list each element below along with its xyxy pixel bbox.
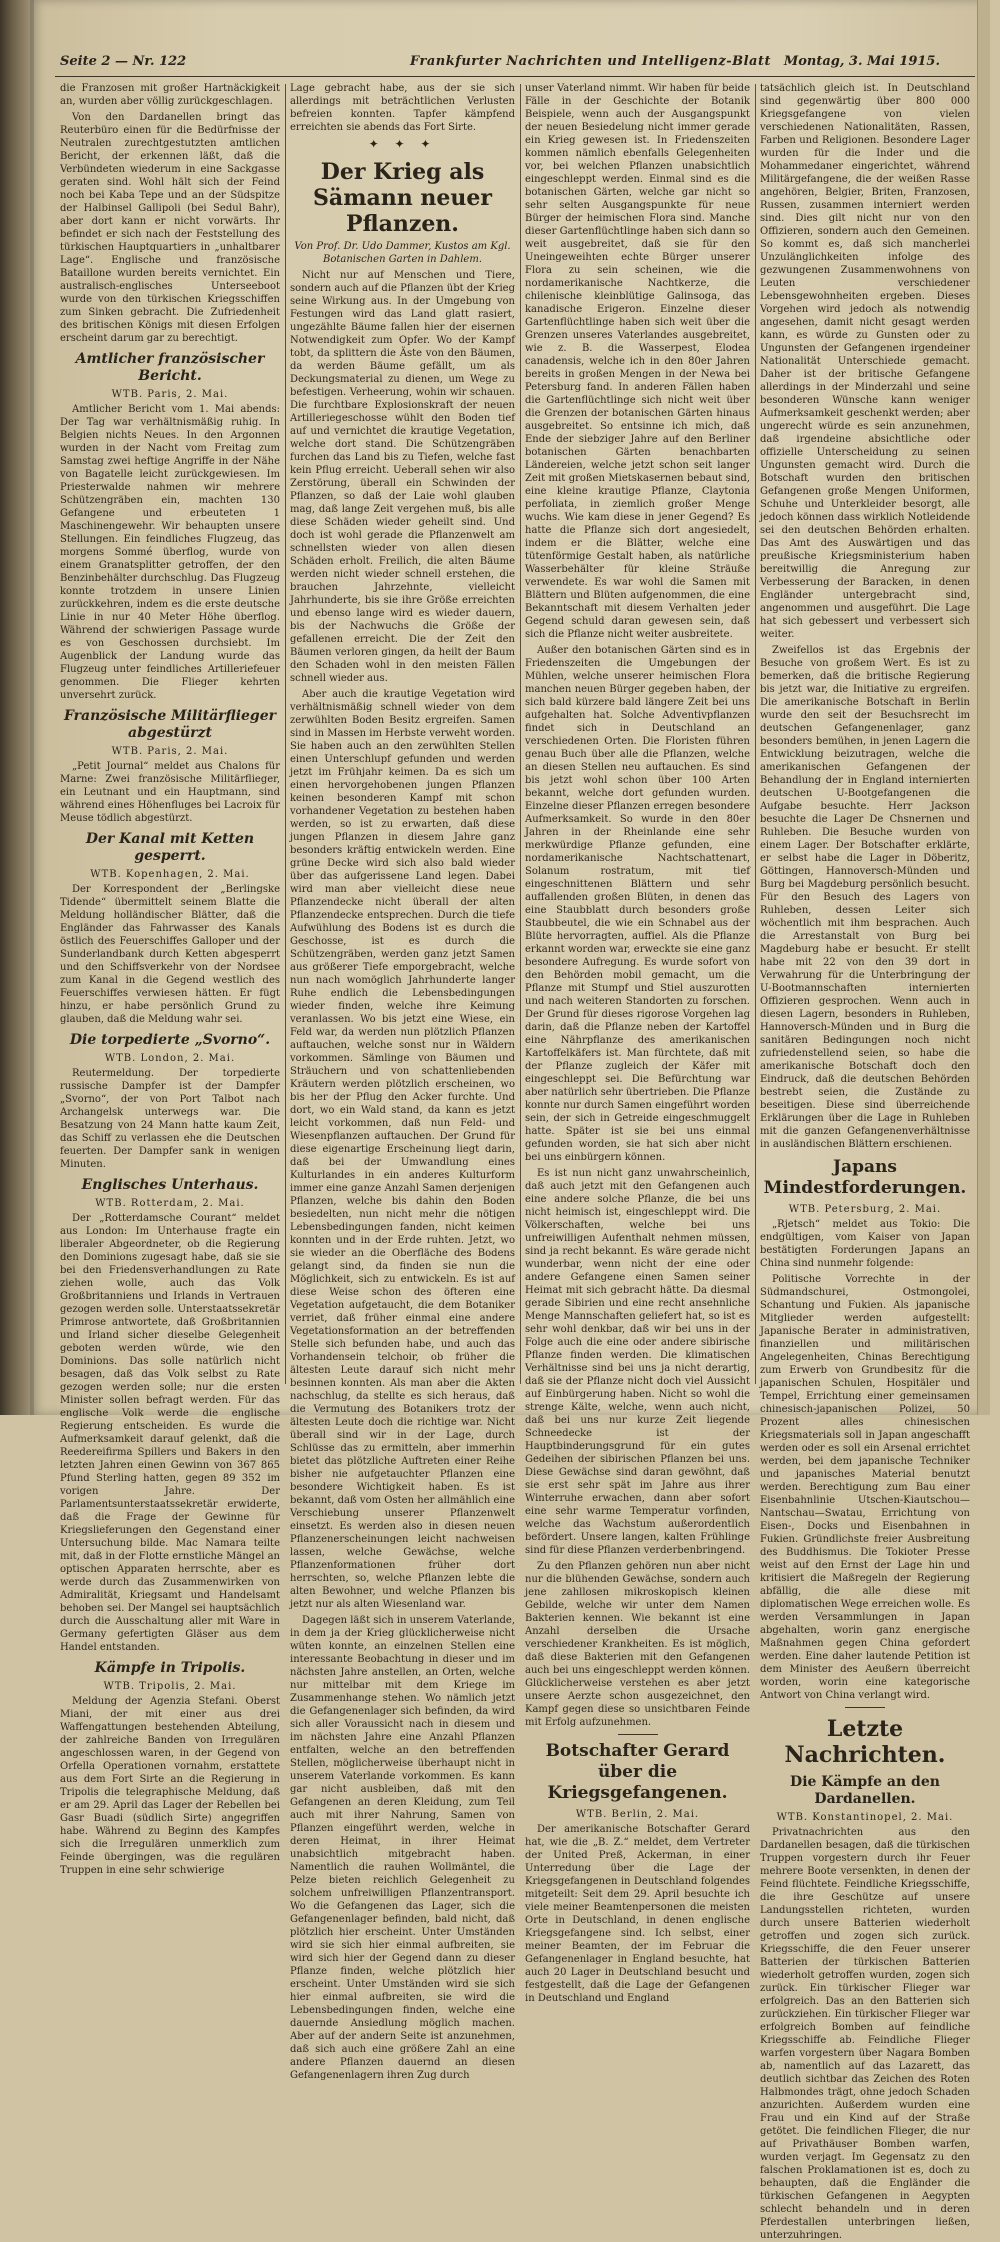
headline: Französische Militärflieger abgestürzt bbox=[63, 708, 277, 741]
page-fold-shadow bbox=[30, 0, 34, 1415]
article-text: unser Vaterland nimmt. Wir haben für beide Fälle in der Geschichte der Botanik Beispiele, wenn auch der Ausgangspunkt der neuen Besiedelung nicht immer gerade ein Krieg gewesen ist. In Friedenszeiten kommen nämlich ebenfalls Gelegenheiten vor, bei welchen Pflanzen unabsichtlich eingeschleppt werden. Einmal sind es die botanischen Gärten, welche gar nicht so sehr selten Ausgangspunkte für neue Bürger der heimischen Flora sind. Manche dieser Gartenflüchtlinge haben sich dann so weit ausgebreitet, daß sie für den Uneingeweihten echte Bürger unserer Flora zu sein scheinen, wie die nordamerikanische Nachtkerze, die chilenische kleinblütige Galinsoga, das kanadische Erigeron. Einzelne dieser Gartenflüchtlinge haben sich weit über die Grenzen unseres Vaterlandes ausgebreitet, wie z. B. die Wasserpest, Elodea canadensis, welche ich in den 80er Jahren bereits in großen Mengen in der Newa bei Petersburg fand. In anderen Fällen haben die Gartenflüchtlinge sich nicht weit über die Grenzen der botanischen Gärten hinaus ausgebreitet. So entsinne ich mich, daß Ende der siebziger Jahre auf den Berliner botanischen Gärten benachbarten Ländereien, welche jetzt schon seit langer Zeit mit großen Mietskasernen bebaut sind, eine kleine krautige Pflanze, Claytonia perfoliata, in ziemlich großer Menge wuchs. Wie kam diese in jener Gegend? Es hatte die Pflanze sich dort angesiedelt, indem er die Blätter, welche eine tütenförmige Gestalt haben, als natürliche Wasserbehälter für kleine Sträuße verwendete. Es war wohl die Samen mit Blättern und Blüten aufgenommen, die eine Bekanntschaft mit diesem Verhalten jeder Gegend schuld daran gewesen sein, daß sich die Pflanze nicht weiter ausbreitete. bbox=[525, 83, 750, 640]
article-text: Der Korrespondent der „Berlingske Tidende“ übermittelt seinem Blatte die Meldung holländischer Blätter, daß die Engländer das Fahrwasser des Kanals östlich des Feuerschiffes Galloper und der Sunderlandbank durch Ketten abgesperrt und den Schiffsverkehr von der Nordsee zum Kanal in die Gegend westlich des Feuerschiffes verwiesen hätten. Er fügt hinzu, er habe persönlich Grund zu glauben, daß die Meldung wahr sei. bbox=[60, 884, 280, 1025]
dateline: WTB. Paris, 2. Mai. bbox=[111, 746, 229, 757]
dateline: WTB. Petersburg, 2. Mai. bbox=[788, 1204, 942, 1215]
article-text: Es ist nun nicht ganz unwahrscheinlich, daß auch jetzt mit den Gefangenen auch eine andere solche Pflanze, die bei uns nicht heimisch ist, eingeschleppt wird. Die Völkerschaften, welche bei uns unfreiwilligen Aufenthalt nehmen müssen, sind ja recht bekannt. Es wäre gerade nicht wunderbar, wenn nicht der eine oder andere Gefangene einen Samen seiner Heimat mit sich gebracht hätte. Da diesmal gerade Sibirien und eine recht ansehnliche Menge Mannschaften geliefert hat, so ist es sehr wohl denkbar, daß wir bei uns in der Folge auch die eine oder andere sibirische Pflanze finden werden. Die klimatischen Verhältnisse sind bei uns ja nicht derartig, daß sie der Pflanze nicht doch viel Aussicht auf Einbürgerung haben. Nicht so wohl die strenge Kälte, welche, wenn auch nicht, daß bei uns nur kurze Zeit liegende Schneedecke ist der Hauptbinderungsgrund für ein gutes Gedeihen der sibirischen Pflanzen bei uns. Diese Gewächse sind daran gewöhnt, daß sie erst sehr spät im Jahre aus ihrer Winterruhe erwachen, dann aber sofort eine sehr warme Temperatur vorfinden, welche das Wachstum außerordentlich befördert. Unsere langen, kalten Frühlinge sind für diese Pflanzen verderbenbringend. bbox=[525, 1168, 750, 1556]
dateline: WTB. Paris, 2. Mai. bbox=[111, 389, 229, 400]
section-ornament: ✦ ✦ ✦ bbox=[368, 137, 437, 151]
dateline: WTB. Konstantinopel, 2. Mai. bbox=[776, 1812, 954, 1823]
article-text: Dagegen läßt sich in unserem Vaterlande, in dem ja der Krieg glücklicherweise nicht wüten konnte, an einzelnen Stellen eine interessante Beobachtung in dieser und im nächsten Jahre anstellen, an Orten, welche nur mittelbar mit dem Kriege im Zusammenhange stehen. Wo nämlich jetzt die Gefangenenlager sich befinden, da wird sich aller Voraussicht nach in diesem und im nächsten Jahre eine Anzahl Pflanzen entfalten, welche an den betreffenden Stellen, möglicherweise überhaupt nicht in unserem Vaterlande vorkommen. Es kann gar nicht ausbleiben, daß mit den Gefangenen an deren Kleidung, zum Teil auch mit ihrer Nahrung, Samen von Pflanzen eingeführt werden, welche in deren Heimat, in ihrer Heimat unabsichtlich mitgebracht haben. Namentlich die rauhen Wollmäntel, die Pelze bieten reichlich Gelegenheit zu solchem unfreiwilligen Pflanzentransport. Wo die Gefangenen das Lager, sich die Gefangenenlager befinden, bald nicht, daß plötzlich hier erscheint. Unter Umständen wird sie sich hier einmal aufbreiten, sie wird sich hier der Gegend dann zu dieser Pflanze finden, welche plötzlich hier erscheint. Unter Umständen wird sie sich hier einmal aufbreiten, sie wird die Lebensbedingungen finden, welche eine dauernde Ansiedlung möglich machen. Aber auf der andern Seite ist anzunehmen, daß sich auch eine größere Zahl an eine andere Pflanzen dauernd an diesen Gefangenenlagern ihren Zug durch bbox=[290, 1615, 516, 2081]
article-text: Zu den Pflanzen gehören nun aber nicht nur die blühenden Gewächse, sondern auch jene zahllosen mikroskopisch kleinen Gebilde, welche wir unter dem Namen Bakterien kennen. Wie bekannt ist eine Anzahl derselben die Ursache verschiedener Krankheiten. Es ist möglich, daß diese Bakterien mit den Gefangenen auch bei uns eingeschleppt werden können. Glücklicherweise verstehen es aber jetzt unsere Aerzte schon ausgezeichnet, den Kampf gegen diese so unsichtbaren Feinde mit Erfolg aufzunehmen. bbox=[525, 1561, 750, 1728]
dateline: WTB. London, 2. Mai. bbox=[104, 1053, 236, 1064]
header-rule bbox=[55, 76, 975, 77]
column-3 bbox=[525, 82, 750, 2004]
masthead-title: Frankfurter Nachrichten und Intelligenz-Blatt bbox=[410, 54, 771, 69]
article-text: „Rjetsch“ meldet aus Tokio: Die endgültigen, vom Kaiser von Japan bestätigten Forderungen Japans an China sind nunmehr folgende: bbox=[760, 1219, 970, 1269]
page-header bbox=[50, 52, 970, 74]
article-text: Amtlicher Bericht vom 1. Mai abends: Der Tag war verhältnismäßig ruhig. In Belgien nichts Neues. In den Argonnen wurden in der Nacht vom Freitag zum Samstag zwei heftige Angriffe in der Nähe von Bagatelle leicht zurückgewiesen. Im Priesterwalde nahmen wir mehrere Schützengräben ein, machten 130 Gefangene und erbeuteten 1 Maschinengewehr. Wir behaupten unsere Stellungen. Ein feindliches Flugzeug, das morgens Sommé überflog, wurde von einem Granatsplitter getroffen, der den Benzinbehälter durchschlug. Das Flugzeug konnte trotzdem in unsere Linien zurückkehren, indem es die erste deutsche Linie in nur 40 Meter Höhe überflog. Während der schwierigen Passage wurde es von Geschossen durchsiebt. Im Augenblick der Landung wurde das Flugzeug unter feindliches Artilleriefeuer genommen. Die Flieger kehrten unversehrt zurück. bbox=[60, 404, 280, 701]
article-text: Reutermeldung. Der torpedierte russische Dampfer ist der Dampfer „Svorno“, der von Port Talbot nach Archangelsk unterwegs war. Die Besatzung von 24 Mann hatte kaum Zeit, das Schiff zu verlassen ehe die Deutschen feuerten. Der Dampfer sank in wenigen Minuten. bbox=[60, 1068, 280, 1170]
headline: Die Kämpfe an den Dardanellen. bbox=[790, 1774, 940, 1807]
headline: Amtlicher französischer Bericht. bbox=[75, 351, 265, 384]
next-page-edge bbox=[977, 0, 990, 1415]
article-text: Außer den botanischen Gärten sind es in Friedenszeiten die Umgebungen der Mühlen, welche unserer heimischen Flora manchen neuen Bürger gegeben haben, der sich bald kürzere bald längere Zeit bei uns aufgehalten hat. Solche Adventivpflanzen findet sich in Deutschland an verschiedenen Orten. Die Floristen führen genau Buch über alle die Pflanzen, welche an diesen Stellen neu auftauchen. Es sind bis jetzt wohl schon über 100 Arten bekannt, welche dort gefunden wurden. Einzelne dieser Pflanzen erregen besondere Aufmerksamkeit. So wurde in den 80er Jahren in der Rheinlande eine sehr merkwürdige Pflanze gefunden, eine nordamerikanische Nachtschattenart, Solanum rostratum, mit tief eingeschnittenen Blättern und sehr auffallenden großen Blüten, in denen das eine Staubblatt durch besonders große Staubbeutel, die wie ein Schnabel aus der Blüte hervorragten, auffiel. Als die Pflanze erkannt worden war, erweckte sie eine ganz besondere Aufregung. Es wurde sofort von den Behörden mobil gemacht, um die Pflanze mit Stumpf und Stiel auszurotten und nach weiteren Standorten zu forschen. Der Grund für dieses rigorose Vorgehen lag darin, daß die Pflanze neben der Kartoffel eine Nährpflanze des amerikanischen Kartoffelkäfers ist. Man fürchtete, daß mit der Pflanze zugleich der Käfer mit eingeschleppt sei. Die Befürchtung war aber natürlich sehr übertrieben. Die Pflanze konnte nur durch Samen eingeführt worden sein, der sich in Getreide eingeschmuggelt hatte. Später ist sie bei uns einmal gefunden worden, sie hat sich aber nicht bei uns einbürgern können. bbox=[525, 645, 750, 1163]
article-text: Aber auch die krautige Vegetation wird verhältnismäßig schnell wieder von dem zerwühlten Boden Besitz ergreifen. Samen sind in Massen im Herbste verweht worden. Sie haben auch an den zerwühlten Stellen einen Unterschlupf gefunden und werden jetzt im Frühjahr keimen. Da es sich um einen hervorgehobenen jungen Pflanzen keinen besonderen Kampf mit schon vorhandener Vegetation zu bestehen haben werden, so ist zu erwarten, daß diese jungen Pflanzen in diesem Jahre ganz besonders kräftig entwickeln werden. Eine grüne Decke wird sich also bald wieder über das aufgerissene Land legen. Dabei wird man aber vielleicht diese neue Pflanzendecke nicht überall der alten Pflanzendecke entsprechen. Durch die tiefe Aufwühlung des Bodens ist es durch die Geschosse, ist es durch die Schützengräben, werden ganz jetzt Samen aus größerer Tiefe emporgebracht, welche nun nach womöglich Jahrhunderte langer Ruhe endlich die Lebensbedingungen wieder finden, welche ihre Keimung veranlassen. Wo bis jetzt eine Wiese, ein Feld war, da werden nun plötzlich Pflanzen auftauchen, welche sonst nur in Wäldern vorkommen. Sämlinge von Bäumen und Sträuchern und von schattenliebenden Kräutern werden plötzlich erscheinen, wo bis her der Pflug den Acker furchte. Und dort, wo ein Wald stand, da kann es jetzt leicht vorkommen, daß nun Feld- und Wiesenpflanzen auftauchen. Der Grund für diese eigenartige Erscheinung liegt darin, daß bei der Umwandlung eines Kulturlandes in ein anderes Kulturform immer eine ganze Anzahl Samen derjenigen Pflanzen, welche bis dahin den Boden besiedelten, nun nicht mehr die nötigen Lebensbedingungen fanden, nicht keimen konnten und in der Erde ruhten. Jetzt, wo sie wieder an die Oberfläche des Bodens gelangt sind, da finden sie nun die Möglichkeit, sich zu entwickeln. Es ist auf diese Weise schon des öfteren eine Vegetation aufgetaucht, die dem Botaniker verriet, daß früher einmal eine andere Vegetationsformation an der betreffenden Stelle sich befunden habe, und auch das Vorhandensein telchoir, ob früher die ältesten Leute darauf sich nicht mehr besinnen konnten. Als man aber die Akten nachschlug, da stellte es sich heraus, daß die Vermutung des Botanikers trotz der ältesten Leute doch die richtige war. Nicht überall sind wir in der Lage, durch Schlüsse das zu ermitteln, aber immerhin bietet das plötzliche Auftreten einer Reihe bisher nie aufgetauchter Pflanzen eine besondere Wichtigkeit haben. Es ist bekannt, daß vom Osten her allmählich eine Verschiebung unserer Pflanzenwelt einsetzt. Es werden also in diesen neuen Pflanzenerscheinungen leicht nachweisen lassen, welche Gewächse, welche Pflanzenformationen früher dort herrschten, so, welche Pflanzen lebte die alten Bewohner, und welche Pflanzen bis jetzt nur als alten Wiesenland war. bbox=[290, 689, 515, 1610]
article-text: Zweifellos ist das Ergebnis der Besuche von großem Wert. Es ist zu bemerken, daß die britische Regierung bis jetzt war, die Initiative zu ergreifen. Die amerikanische Botschaft in Berlin wurde den seit der Besuchsrecht im deutschen Gefangenenlager, ganz besonders bemühen, in jenen Lagern die Entwicklung beizutragen, welche die amerikanischen Gefangenen der Behandlung der in England internierten deutschen U-Bootgefangenen die Aufgabe besuchte. Herr Jackson besuchte die Lager De Chsnernen und Ruhleben. Die Besuche wurden von einem Lager. Der Botschafter erklärte, er selbst habe die Lager in Döberitz, Göttingen, Hannoversch-Münden und Burg bei Magdeburg persönlich besucht. Für den Besuch des Lagers von Ruhleben, dessen Leiter sich wöchentlich mit ihm besprachen. Auch die Arrestanstalt von Burg bei Magdeburg habe er besucht. Er stellt habe mit 22 von den 39 dort in Verwahrung für die Unterbringung der U-Bootmannschaften internierten Offizieren gesprochen. Wenn auch in diesen Lagern, besonders in Ruhleben, Hannoversch-Münden und in Burg die sanitären Bedingungen noch nicht zufriedenstellend seien, so habe die amerikanische Botschaft doch den Eindruck, daß die deutschen Behörden bestrebt seien, die Zustände zu beseitigen. Diese sind überreichende Erklärungen über die Lage in Ruhleben mit die ganzen Gefangenenverhältnisse in ausländischen Blättern erschienen. bbox=[760, 645, 970, 1150]
separator-rule bbox=[618, 1734, 658, 1735]
column-4 bbox=[760, 82, 970, 2241]
article-text: Von den Dardanellen bringt das Reuterbüro einen für die Bedürfnisse der Neutralen zurechtgestutzten amtlichen Bericht, der erkennen läßt, daß die Verbündeten wiederum in eine Sackgasse geraten sind. Wohl hält sich der Feind noch bei Kaba Tepe und an der Südspitze der Halbinsel Gallipoli (bei Sedul Bahr), aber dort kann er nicht vorwärts. Ihr befindet er sich nach der Feststellung des türkischen Hauptquartiers in „unhaltbarer Lage“. Englische und französische Bataillone wurden bereits vernichtet. Ein australisch-englisches Unterseeboot wurde von den türkischen Kriegsschiffen zum Sinken gebracht. Die Zufriedenheit des britischen Königs mit diesen Erfolgen erscheint darum gar zu berechtigt. bbox=[60, 112, 280, 344]
column-1 bbox=[60, 82, 280, 1876]
article-text: die Franzosen mit großer Hartnäckigkeit an, wurden aber völlig zurückgeschlagen. bbox=[60, 83, 280, 107]
headline: Englisches Unterhaus. bbox=[81, 1177, 259, 1193]
article-text: Lage gebracht habe, aus der sie sich allerdings mit beträchtlichen Verlusten befreien konnten. Tapfer kämpfend erreichten sie abends das Fort Sirte. bbox=[290, 83, 515, 133]
feature-headline: Der Krieg als Sämann neuer Pflanzen. bbox=[313, 159, 492, 237]
dateline: WTB. Kopenhagen, 2. Mai. bbox=[90, 869, 250, 880]
issue-date: Montag, 3. Mai 1915. bbox=[783, 54, 940, 69]
column-divider bbox=[285, 84, 286, 1384]
column-2 bbox=[290, 82, 516, 2081]
byline: Von Prof. Dr. Udo Dammer, Kustos am Kgl. Botanischen Garten in Dahlem. bbox=[294, 241, 511, 265]
dateline: WTB. Berlin, 2. Mai. bbox=[575, 1809, 700, 1820]
article-text: Privatnachrichten aus den Dardanellen besagen, daß die türkischen Truppen vorgestern durch ihr Feuer mehrere Boote versenkten, in denen der Feind flüchtete. Feindliche Kriegsschiffe, die ihre Geschütze auf unsere Landungsstellen richteten, wurden durch unsere Batterien wiederholt getroffen und zogen sich zurück. Kriegsschiffe, die den Feuer unserer Batterien der türkischen Batterien wiederholt getroffen wurden, zogen sich zurück. Ein türkischer Flieger war erfolgreich. Das an den Batterien sich zurückziehen. Ein türkischer Flieger war erfolgreich Bomben auf feindliche Kriegsschiffe ab. Feindliche Flieger warfen vorgestern über Nagara Bomben ab, namentlich auf das Lazarett, das deutlich sichtbar das Zeichen des Roten Halbmondes trägt, ohne jedoch Schaden anzurichten. Außerdem wurden eine Frau und ein Kind auf der Straße getötet. Die feindlichen Flieger, die nur auf Privathäuser Bomben warfen, wurden verjagt. Im Gegensatz zu den falschen Proklamationen ist es, doch zu behaupten, daß die Engländer die türkischen Gefangenen in Aegypten schlecht behandeln und in deren Pferdestallen unterbringen ließen, unterzuhringen. bbox=[760, 1827, 970, 2241]
headline: Der Kanal mit Ketten gesperrt. bbox=[85, 831, 255, 864]
column-divider bbox=[755, 84, 756, 1384]
headline: Kämpfe in Tripolis. bbox=[94, 1660, 246, 1676]
dateline: WTB. Rotterdam, 2. Mai. bbox=[95, 1198, 245, 1209]
article-text: Der „Rotterdamsche Courant“ meldet aus London: Im Unterhause fragte ein liberaler Abgeordneter, ob die Regierung den Dominions zugesagt habe, daß sie sie bei den Friedensverhandlungen zu Rate ziehen wolle, auch das Volk Großbritanniens und Irlands in Vertrauen gezogen werden solle. Unterstaatssekretär Primrose antwortete, daß Großbritannien und Irland sicher dieselbe Gelegenheit geboten werden würde, wie den Dominions. Das solle natürlich nicht besagen, daß das Volk selbst zu Rate gezogen werden solle; nur die ersten Minister sollen befragt werden. Für das englische Volk werde die englische Regierung entscheiden. Es wurde die Aufmerksamkeit darauf gelenkt, daß die Reedereifirma Spillers und Bakers in den letzten Jahren einen Gewinn von 367 865 Pfund Sterling hatten, gegen 89 352 im vorigen Jahre. Der Parlamentsunterstaatssekretär erwiderte, daß die Frage der Gewinne für Kriegslieferungen den Gegenstand einer Untersuchung bilde. Mac Namara teilte mit, daß in der Flotte ernstliche Mängel an optischen Apparaten herrschte, aber es werde durch das Zusammenwirken von Admiralität, Kriegsamt und Handelsamt behoben sei. Der Mangel sei hauptsächlich durch die Ausschaltung aller mit Ware in Germany gefertigten Gläser aus dem Handel entstanden. bbox=[60, 1213, 280, 1653]
article-text: Nicht nur auf Menschen und Tiere, sondern auch auf die Pflanzen übt der Krieg seine Wirkung aus. In der Umgebung von Festungen wird das Land glatt rasiert, ungezählte Bäume fallen hier der eisernen Notwendigkeit zum Opfer. Wo der Kampf tobt, da splittern die Äste von den Bäumen, da werden Bäume gefällt, um als Deckungsmaterial zu dienen, um Wege zu befestigen. Verheerung, wohin wir schauen. Die furchtbare Explosionskraft der neuen Artilleriegeschosse wühlt den Boden tief auf und vernichtet die krautige Vegetation, welche dort stand. Die Schützengräben furchen das Land bis zu Tiefen, welche fast kein Pflug erreicht. Ueberall sehen wir also Zerstörung, überall ein Schwinden der Pflanzen, so daß der Laie wohl glauben mag, daß lange Zeit vergehen muß, bis alle diese Schäden wieder geheilt sind. Und doch ist wohl gerade die Pflanzenwelt am schnellsten wieder von allen diesen Schäden erholt. Freilich, die alten Bäume werden nicht wieder schnell erstehen, die brauchen Jahrzehnte, vielleicht Jahrhunderte, bis sie ihre Größe erreichten und ebenso lange wird es wieder dauern, bis der Nachwuchs die Größe der gefallenen erreicht. Die der Zeit den Bäumen verloren gingen, da heilt der Baum den Schaden wohl in den meisten Fällen schnell wieder aus. bbox=[290, 270, 515, 684]
headline: Japans Mindestforderungen. bbox=[763, 1157, 967, 1198]
article-text: Meldung der Agenzia Stefani. Oberst Miani, der mit einer aus drei Waffengattungen bestehenden Abteilung, der zahlreiche Banden von Irregulären angeschlossen waren, in der Gegend von Orfella Operationen vornahm, erstattete aus dem Fort Sirte an die Regierung in Tripolis die telegraphische Meldung, daß er am 29. April das Lager der Rebellen bei Gasr Buadi (südlich Sirte) angegriffen habe. Während zu Beginn des Kampfes sich die Irregulären unmerklich zum Feinde übergingen, was die regulären Truppen in eine sehr schwierige bbox=[60, 1696, 280, 1876]
article-text: „Petit Journal“ meldet aus Chalons für Marne: Zwei französische Militärflieger, ein Leutnant und ein Hauptmann, sind während eines Höhenfluges bei Lacroix für Meuse tödlich abgestürzt. bbox=[60, 761, 280, 824]
book-binding bbox=[0, 0, 30, 1415]
separator-rule bbox=[845, 1707, 885, 1708]
headline: Botschafter Gerard über die Kriegsgefangenen. bbox=[545, 1741, 730, 1803]
article-text: Politische Vorrechte in der Südmandschurei, Ostmongolei, Schantung und Fukien. Als japanische Mitglieder werden aufgestellt: Japanische Berater in administrativen, finanziellen und militärischen Angelegenheiten, Chinas Berechtigung zum Erwerb von Grundbesitz für die japanischen Schulen, Hospitäler und Tempel, Errichtung einer gemeinsamen chinesisch-japanischen Polizei, 50 Prozent alles chinesischen Kriegsmaterials soll in Japan angeschafft werden oder es soll ein Arsenal errichtet werden, bei dem japanische Techniker und japanisches Material benutzt werden. Berechtigung zum Bau einer Eisenbahnlinie Utschen-Kiautschou—Nantschau—Swatau, Errichtung von Eisen-, Docks und Eisenbahnen in Fukien. Gründlichste freier Ausbreitung des Buddhismus. Die Tokioter Presse weist auf den Ernst der Lage hin und kritisiert die Maßregeln der Regierung abfällig, die alle diese mit diplomatischen Wege erreichen wolle. Es werden Versammlungen in Japan abgehalten, worin ganz energische Maßnahmen gegen China gefordert werden. Eine daher lautende Petition ist dem Minister des Aeußern überreicht worden, worin eine kategorische Antwort von China verlangt wird. bbox=[760, 1274, 970, 1701]
column-divider bbox=[520, 84, 521, 1384]
section-headline: Letzte Nachrichten. bbox=[784, 1716, 946, 1768]
dateline: WTB. Tripolis, 2. Mai. bbox=[103, 1681, 237, 1692]
headline: Die torpedierte „Svorno“. bbox=[69, 1032, 271, 1048]
article-text: Der amerikanische Botschafter Gerard hat, wie die „B. Z.“ meldet, dem Vertreter der United Preß, Ackerman, in einer Unterredung über die Lage der Kriegsgefangenen in Deutschland folgendes mitgeteilt: Seit dem 29. April besuchte ich viele meiner Beamtenpersonen die meisten Orte in Deutschland, in denen englische Kriegsgefangene sind. Ich selbst, einer meiner Beamten, der im Februar die Gefangenenlager in England besuchte, hat auch 20 Lager in Deutschland besucht und festgestellt, daß die Lage der Gefangenen in Deutschland und England bbox=[525, 1824, 750, 2004]
article-text: tatsächlich gleich ist. In Deutschland sind gegenwärtig über 800 000 Kriegsgefangene von vielen verschiedenen Nationalitäten, Rassen, Farben und Religionen. Besondere Lager wurden für die Inder und die Mohammedaner eingerichtet, während Militärgefangene, die der weißen Rasse angehören, Belgier, Briten, Franzosen, Russen, zusammen interniert werden sind. Dies gilt nicht nur von den Offizieren, sondern auch den Gemeinen. So kommt es, daß sich mancherlei Unzulänglichkeiten infolge des gezwungenen Zusammenwohnens von Leuten verschiedener Lebensgewohnheiten ergeben. Dieses Vorgehen wird jedoch als notwendig angesehen, damit nicht gesagt werden kann, es würde zu Gunsten oder zu Ungunsten der Gefangenen irgendeiner Nationalität Unterschiede gemacht. Daher ist der britische Gefangene allerdings in der Minderzahl und seine besonderen Wünsche kann weniger Aufmerksamkeit geschenkt werden; aber ungerecht würde es sein anzunehmen, daß irgendeine absichtliche oder offizielle Unterscheidung zu seinen Ungunsten gemacht wird. Durch die Botschaft wurden den britischen Gefangenen große Mengen Uniformen, Schuhe und Unterkleider besorgt, alle jedoch können dass wirklich Notleidende sei den deutschen Behörden erhalten. Das Amt des Auswärtigen und das preußische Kriegsministerium haben bereitwillig die Anregung zur Verbesserung der Baracken, in denen Engländer untergebracht sind, angenommen und ausgeführt. Die Lage hat sich gebessert und verbessert sich weiter. bbox=[760, 83, 970, 640]
page-number: Seite 2 — Nr. 122 bbox=[60, 54, 187, 69]
